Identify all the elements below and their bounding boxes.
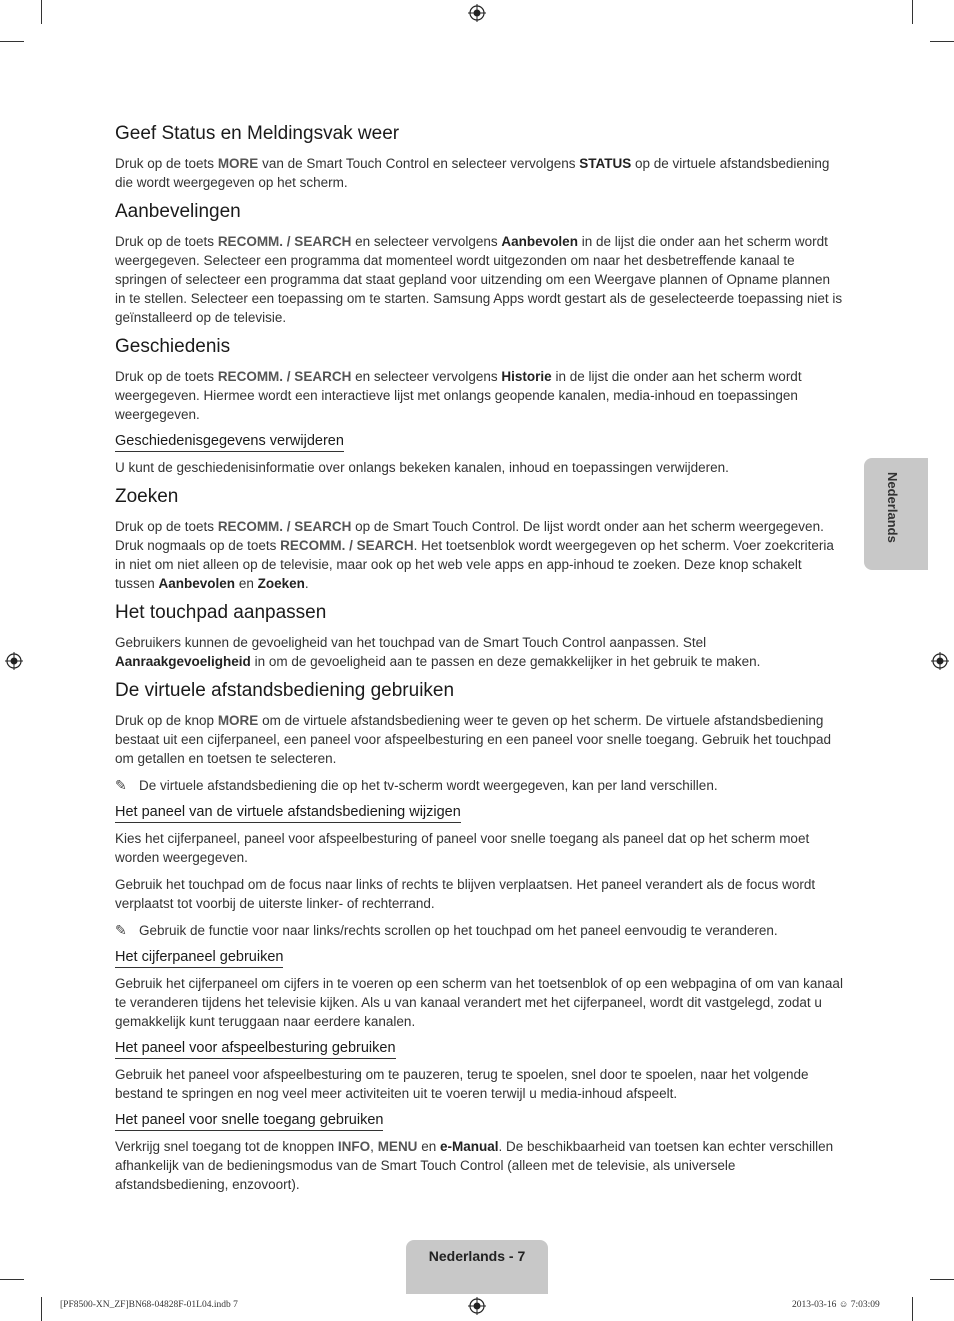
- subsection: [115, 803, 843, 940]
- text-run: van de Smart Touch Control en selecteer vervolgens: [258, 156, 580, 171]
- section: [115, 200, 843, 327]
- note: [115, 921, 843, 940]
- crop-mark: [930, 41, 954, 42]
- body-paragraph: [115, 367, 843, 424]
- key-term: MORE: [217, 156, 259, 171]
- text-run: Druk op de toets: [115, 156, 218, 171]
- side-tab-label: Nederlands: [885, 472, 900, 543]
- note: [115, 776, 843, 795]
- section: [115, 335, 843, 477]
- subsection-heading: Het paneel voor snelle toegang gebruiken: [115, 1111, 383, 1131]
- text-run: en: [235, 576, 258, 591]
- body-paragraph: [115, 458, 843, 477]
- text-run: Druk op de knop: [115, 713, 218, 728]
- registration-mark-icon: [5, 652, 23, 670]
- subsection: [115, 1111, 843, 1194]
- crop-mark: [912, 1297, 913, 1321]
- crop-mark: [912, 0, 913, 24]
- print-slug-right: 2013-03-16 ☺ 7:03:09: [792, 1300, 880, 1310]
- text-run: op de Smart Touch Control. De lijst wordt onder aan het scherm weergegeven. Druk nogmaals op de toets: [115, 519, 824, 553]
- text-run: en selecteer vervolgens: [351, 369, 502, 384]
- text-run: Druk op de toets: [115, 369, 218, 384]
- text-run: Gebruik het paneel voor afspeelbesturing om te pauzeren, terug te spoelen, snel door te spoelen, naar het volgende bestand te springen en nog veel meer activiteiten uit te voeren terwijl u media-inhoud afspeelt.: [115, 1067, 809, 1101]
- key-term: Zoeken: [257, 576, 305, 591]
- subsection-heading: Het cijferpaneel gebruiken: [115, 948, 283, 968]
- text-run: in om de gevoeligheid aan te passen en deze gemakkelijker in het gebruik te maken.: [250, 654, 761, 669]
- note-text: Gebruik de functie voor naar links/rechts scrollen op het touchpad om het paneel eenvoudig te veranderen.: [139, 923, 778, 938]
- section-heading: Het touchpad aanpassen: [115, 602, 327, 623]
- subsection-heading: Het paneel van de virtuele afstandsbediening wijzigen: [115, 803, 461, 823]
- section: [115, 601, 843, 671]
- key-term: RECOMM. / SEARCH: [217, 519, 352, 534]
- section-heading: Geef Status en Meldingsvak weer: [115, 123, 400, 144]
- key-term: Historie: [501, 369, 552, 384]
- page-number-label: Nederlands - 7: [428, 1248, 526, 1264]
- body-paragraph: [115, 1065, 843, 1103]
- body-paragraph: [115, 517, 843, 593]
- section: [115, 122, 843, 192]
- key-term: Aanbevolen: [501, 234, 578, 249]
- key-term: MENU: [377, 1139, 418, 1154]
- key-term: STATUS: [579, 156, 632, 171]
- key-term: INFO: [337, 1139, 371, 1154]
- body-paragraph: [115, 974, 843, 1031]
- crop-mark: [41, 0, 42, 24]
- body-paragraph: [115, 875, 843, 913]
- registration-mark-icon: [931, 652, 949, 670]
- text-run: in de lijst die onder aan het scherm wordt weergegeven. Selecteer een programma dat momenteel wordt uitgezonden om naar het desbetreffende kanaal te springen of selecteer een programma dat staat gepland voor uitzending om een Weergave plannen of Opname plannen in te stellen. Selecteer een toepassing om te starten. Samsung Apps wordt gestart als de geselecteerde toepassing niet is geïnstalleerd op de televisie.: [115, 234, 843, 325]
- section: [115, 485, 843, 593]
- print-slug-left: [PF8500-XN_ZF]BN68-04828F-01L04.indb 7: [60, 1300, 238, 1310]
- page-number-tab: [406, 1240, 548, 1294]
- crop-mark: [930, 1279, 954, 1280]
- subsection: [115, 1039, 843, 1103]
- registration-mark-icon: [468, 4, 486, 22]
- crop-mark: [0, 41, 24, 42]
- body-paragraph: [115, 829, 843, 867]
- text-run: . Het toetsenblok wordt weergegeven op het scherm. Voer zoekcriteria in niet om niet alleen op de televisie, maar ook op het web vele apps en app-inhoud te zoeken. Deze knop schakelt tussen: [115, 538, 834, 591]
- body-paragraph: [115, 711, 843, 768]
- section-heading: De virtuele afstandsbediening gebruiken: [115, 680, 455, 701]
- note-text: De virtuele afstandsbediening die op het tv-scherm wordt weergegeven, kan per land verschillen.: [139, 778, 718, 793]
- body-paragraph: [115, 1137, 843, 1194]
- text-run: en: [417, 1139, 440, 1154]
- text-run: Kies het cijferpaneel, paneel voor afspeelbesturing of paneel voor snelle toegang als paneel dat op het scherm moet worden weergegeven.: [115, 831, 810, 865]
- crop-mark: [0, 1279, 24, 1280]
- text-run: Druk op de toets: [115, 519, 218, 534]
- text-run: en selecteer vervolgens: [351, 234, 502, 249]
- body-paragraph: [115, 232, 843, 327]
- text-run: in de lijst die onder aan het scherm wordt weergegeven. Hiermee wordt een interactieve lijst met onlangs geopende kanalen, media-inhoud en toepassingen weergegeven.: [115, 369, 802, 422]
- section: [115, 679, 843, 1194]
- key-term: RECOMM. / SEARCH: [280, 538, 414, 553]
- text-run: Gebruikers kunnen de gevoeligheid van het touchpad van de Smart Touch Control aanpassen. Stel: [115, 635, 707, 650]
- section-heading: Geschiedenis: [115, 336, 231, 357]
- key-term: Aanraakgevoeligheid: [115, 654, 251, 669]
- key-term: MORE: [217, 713, 259, 728]
- body-paragraph: [115, 154, 843, 192]
- pencil-note-icon: ✎: [115, 777, 127, 793]
- crop-mark: [41, 1297, 42, 1321]
- key-term: RECOMM. / SEARCH: [217, 234, 352, 249]
- text-run: ,: [370, 1139, 378, 1154]
- section-heading: Aanbevelingen: [115, 201, 241, 222]
- text-run: .: [304, 576, 309, 591]
- subsection-heading: Geschiedenisgegevens verwijderen: [115, 432, 344, 452]
- text-run: om de virtuele afstandsbediening weer te geven op het scherm. De virtuele afstandsbediening bestaat uit een cijferpaneel, een paneel voor afspeelbesturing en een paneel voor snelle toegang. Gebruik het touchpad om getallen en toetsen te selecteren.: [115, 713, 832, 766]
- key-term: RECOMM. / SEARCH: [217, 369, 352, 384]
- registration-mark-icon: [468, 1297, 486, 1315]
- key-term: Aanbevolen: [158, 576, 236, 591]
- text-run: op de virtuele afstandsbediening die wordt weergegeven op het scherm.: [115, 156, 830, 190]
- body-paragraph: [115, 633, 843, 671]
- text-run: Gebruik het cijferpaneel om cijfers in te voeren op een scherm van het toetsenblok of op een webpagina of om van kanaal te veranderen tijdens het televisie kijken. Als u van kanaal verandert met het cijferpaneel, wordt dit vastgelegd, zodat u gemakkelijk kunt teruggaan naar eerdere kanalen.: [115, 976, 843, 1029]
- section-heading: Zoeken: [115, 486, 179, 507]
- text-run: Gebruik het touchpad om de focus naar links of rechts te blijven verplaatsen. Het paneel verandert als de focus wordt verplaatst tot voorbij de uiterste linker- of rechterrand.: [115, 877, 816, 911]
- pencil-note-icon: ✎: [115, 922, 127, 938]
- manual-content: [115, 122, 843, 1202]
- text-run: . De beschikbaarheid van toetsen kan echter verschillen afhankelijk van de bedieningsmodus van de Smart Touch Control (alleen met de televisie, als universele afstandsbediening, enzovoort).: [115, 1139, 834, 1192]
- language-side-tab: [864, 458, 928, 570]
- text-run: U kunt de geschiedenisinformatie over onlangs bekeken kanalen, inhoud en toepassingen verwijderen.: [115, 460, 729, 475]
- subsection-heading: Het paneel voor afspeelbesturing gebruiken: [115, 1039, 396, 1059]
- subsection: [115, 948, 843, 1031]
- text-run: Druk op de toets: [115, 234, 218, 249]
- key-term: e-Manual: [439, 1139, 499, 1154]
- text-run: Verkrijg snel toegang tot de knoppen: [115, 1139, 338, 1154]
- subsection: [115, 432, 843, 477]
